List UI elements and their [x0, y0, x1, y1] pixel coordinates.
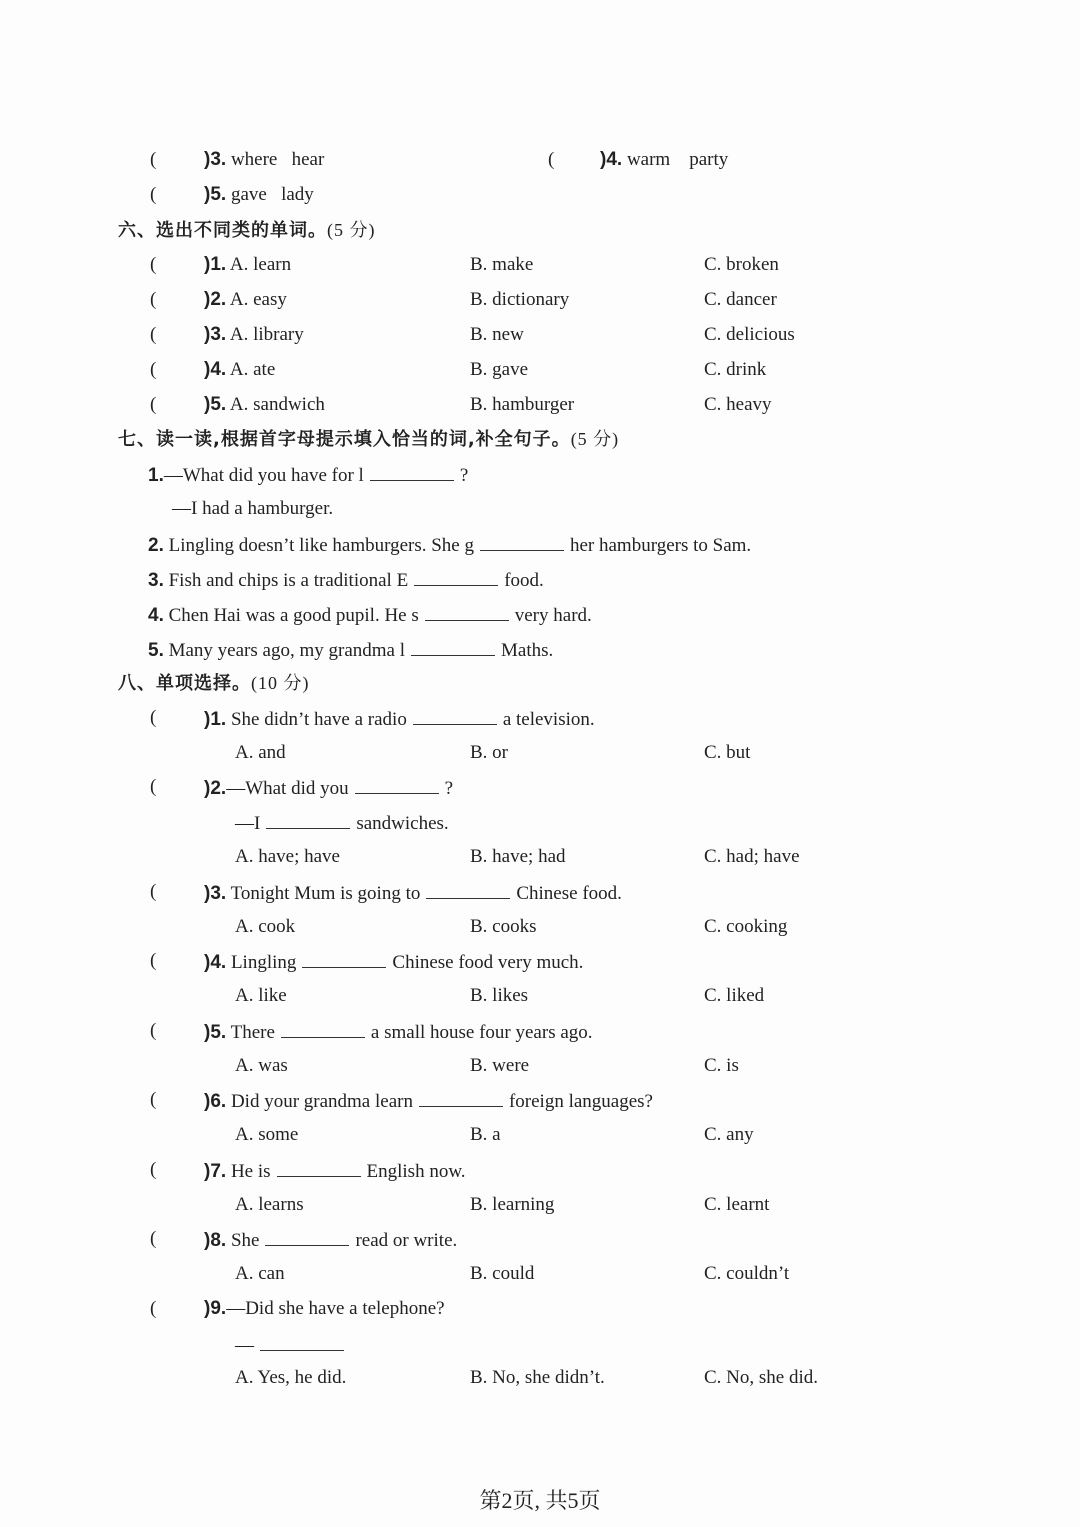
- option-b: B. likes: [470, 985, 529, 1006]
- paren: (: [150, 394, 157, 415]
- s8-question-1: )1. She didn’t have a radio a television.: [204, 706, 595, 732]
- paren: (: [150, 1089, 157, 1110]
- s6-q4-num: )4. A. ate: [204, 359, 276, 380]
- section-6-title: [118, 218, 376, 243]
- option-c: C. drink: [704, 359, 767, 380]
- option-c: C. liked: [704, 985, 765, 1006]
- paren: (: [150, 289, 157, 310]
- answer-blank[interactable]: [355, 775, 439, 794]
- question-5-partial: [204, 183, 314, 207]
- s7-question-2: 2. Lingling doesn’t like hamburgers. She g her hamburgers to Sam.: [148, 532, 751, 558]
- s6-q3-num: )3. A. library: [204, 324, 304, 345]
- paren: (: [150, 1159, 157, 1180]
- page-footer: 第2页, 共5页: [479, 1488, 601, 1513]
- word: hear: [291, 149, 325, 170]
- question-3-partial: [204, 148, 324, 172]
- section-score: (10 分): [251, 673, 310, 693]
- s6-q2-num: )2. A. easy: [204, 289, 287, 310]
- s8-question-2-reply: —I sandwiches.: [235, 810, 449, 836]
- s8-question-7: )7. He is English now.: [204, 1158, 466, 1184]
- option-c: C. broken: [704, 254, 779, 275]
- option-a: A. learns: [235, 1194, 304, 1215]
- option-a: A. like: [235, 985, 287, 1006]
- answer-blank[interactable]: [411, 637, 495, 656]
- s7-question-1: 1.—What did you have for l ?: [148, 462, 468, 488]
- option-b: B. learning: [470, 1194, 555, 1215]
- paren: (: [150, 1298, 157, 1319]
- answer-blank[interactable]: [370, 462, 454, 481]
- answer-blank[interactable]: [265, 1227, 349, 1246]
- option-c: C. is: [704, 1055, 739, 1076]
- option-b: B. cooks: [470, 916, 537, 937]
- s6-q5-num: )5. A. sandwich: [204, 394, 325, 415]
- q-number: )4.: [600, 149, 623, 170]
- q-number: )3.: [204, 149, 227, 170]
- option-b: B. were: [470, 1055, 530, 1076]
- s8-question-2: )2.—What did you ?: [204, 775, 453, 801]
- option-c: C. No, she did.: [704, 1367, 818, 1388]
- paren: (: [150, 776, 157, 797]
- s8-question-5: )5. There a small house four years ago.: [204, 1019, 593, 1045]
- option-c: C. any: [704, 1124, 754, 1145]
- option-b: B. make: [470, 254, 534, 275]
- option-c: C. learnt: [704, 1194, 770, 1215]
- paren: (: [150, 881, 157, 902]
- option-c: C. delicious: [704, 324, 795, 345]
- option-c: C. heavy: [704, 394, 772, 415]
- s8-question-8: )8. She read or write.: [204, 1227, 457, 1253]
- q-number: )5.: [204, 184, 227, 205]
- paren: (: [150, 1020, 157, 1041]
- word: party: [689, 149, 729, 170]
- option-b: B. or: [470, 742, 508, 763]
- word: gave: [230, 184, 267, 205]
- answer-blank[interactable]: [426, 880, 510, 899]
- option-c: C. but: [704, 742, 751, 763]
- question-4-partial: [600, 148, 728, 172]
- section-7-title: [118, 427, 619, 452]
- option-b: B. have; had: [470, 846, 566, 867]
- answer-blank[interactable]: [260, 1332, 344, 1351]
- paren: (: [548, 149, 555, 170]
- option-a: A. and: [235, 742, 286, 763]
- option-a: A. Yes, he did.: [235, 1367, 347, 1388]
- answer-blank[interactable]: [480, 532, 564, 551]
- option-b: B. No, she didn’t.: [470, 1367, 605, 1388]
- word: warm: [626, 149, 671, 170]
- option-c: C. had; have: [704, 846, 800, 867]
- paren: (: [150, 950, 157, 971]
- option-b: B. gave: [470, 359, 529, 380]
- option-a: A. have; have: [235, 846, 340, 867]
- answer-blank[interactable]: [425, 602, 509, 621]
- s7-question-1-answer: —I had a hamburger.: [172, 498, 334, 519]
- option-b: B. new: [470, 324, 524, 345]
- paren: (: [150, 149, 157, 170]
- answer-blank[interactable]: [266, 810, 350, 829]
- answer-blank[interactable]: [277, 1158, 361, 1177]
- section-title-text: 六、选出不同类的单词。: [118, 220, 327, 241]
- option-a: A. was: [235, 1055, 288, 1076]
- answer-blank[interactable]: [413, 706, 497, 725]
- s6-q1-num: )1. A. learn: [204, 254, 292, 275]
- answer-blank[interactable]: [414, 567, 498, 586]
- s7-question-4: 4. Chen Hai was a good pupil. He s very hard.: [148, 602, 592, 628]
- option-a: A. some: [235, 1124, 299, 1145]
- section-score: (5 分): [570, 429, 620, 449]
- section-8-title: [118, 671, 310, 696]
- s8-question-9-reply: —: [235, 1332, 350, 1358]
- s8-question-9: )9.—Did she have a telephone?: [204, 1298, 445, 1319]
- s7-question-5: 5. Many years ago, my grandma l Maths.: [148, 637, 553, 663]
- word: lady: [281, 184, 314, 205]
- option-b: B. hamburger: [470, 394, 575, 415]
- s7-question-3: 3. Fish and chips is a traditional E food.: [148, 567, 544, 593]
- word: where: [230, 149, 278, 170]
- s8-question-6: )6. Did your grandma learn foreign languages?: [204, 1088, 653, 1114]
- paren: (: [150, 184, 157, 205]
- option-a: A. can: [235, 1263, 285, 1284]
- option-a: A. cook: [235, 916, 296, 937]
- option-b: B. could: [470, 1263, 535, 1284]
- s8-question-4: )4. Lingling Chinese food very much.: [204, 949, 583, 975]
- option-c: C. couldn’t: [704, 1263, 790, 1284]
- answer-blank[interactable]: [302, 949, 386, 968]
- option-c: C. dancer: [704, 289, 777, 310]
- paren: (: [150, 1228, 157, 1249]
- s8-question-3: )3. Tonight Mum is going to Chinese food.: [204, 880, 622, 906]
- answer-blank[interactable]: [281, 1019, 365, 1038]
- option-c: C. cooking: [704, 916, 788, 937]
- answer-blank[interactable]: [419, 1088, 503, 1107]
- paren: (: [150, 324, 157, 345]
- section-title-text: 八、单项选择。: [118, 673, 251, 694]
- section-score: (5 分): [327, 220, 376, 240]
- paren: (: [150, 707, 157, 728]
- paren: (: [150, 254, 157, 275]
- option-b: B. dictionary: [470, 289, 570, 310]
- paren: (: [150, 359, 157, 380]
- option-b: B. a: [470, 1124, 501, 1145]
- section-title-text: 七、读一读,根据首字母提示填入恰当的词,补全句子。: [118, 429, 571, 450]
